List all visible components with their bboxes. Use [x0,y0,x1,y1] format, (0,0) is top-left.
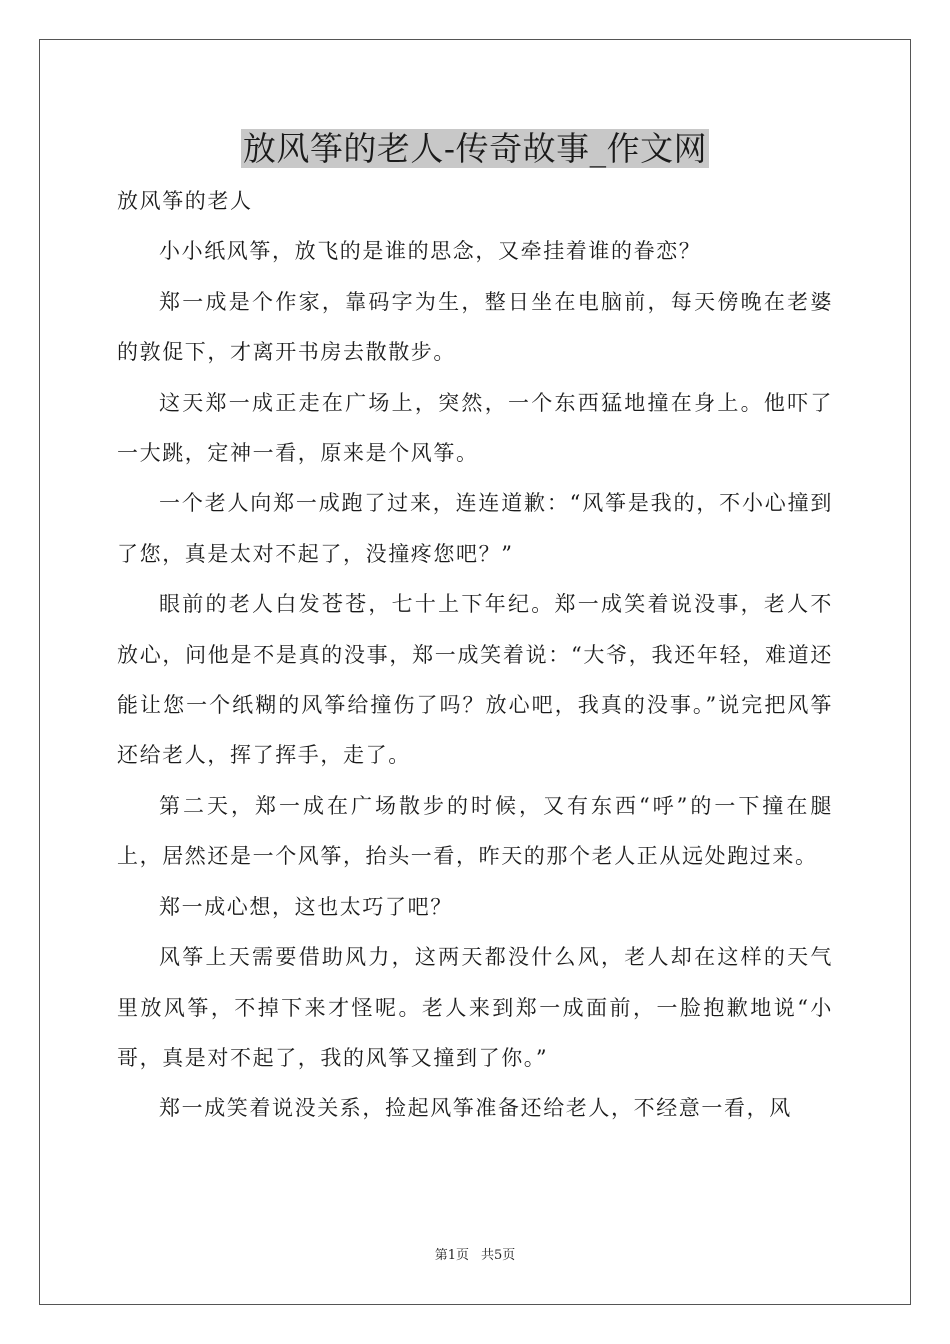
paragraph: 郑一成是个作家，靠码字为生，整日坐在电脑前，每天傍晚在老婆的敦促下，才离开书房去散散步。 [117,289,833,365]
paragraph: 一个老人向郑一成跑了过来，连连道歉：“风筝是我的，不小心撞到了您，真是太对不起了，没撞疼您吧？” [117,491,833,566]
paragraph: 小小纸风筝，放飞的是谁的思念，又牵挂着谁的眷恋？ [159,239,702,264]
document-title-text: 放风筝的老人-传奇故事_作文网 [242,129,708,168]
paragraph: 这天郑一成正走在广场上，突然，一个东西猛地撞在身上。他吓了一大跳，定神一看，原来是个风筝。 [117,390,833,466]
page-total: 共5页 [481,1248,516,1263]
document-title [0,126,950,172]
paragraph: 郑一成心想，这也太巧了吧？ [159,894,453,919]
paragraph: 第二天，郑一成在广场散步的时候，又有东西“呼”的一下撞在腿上，居然还是一个风筝，抬头一看，昨天的那个老人正从远处跑过来。 [117,793,833,869]
paragraph: 眼前的老人白发苍苍，七十上下年纪。郑一成笑着说没事，老人不放心，问他是不是真的没事，郑一成笑着说：“大爷，我还年轻，难道还能让您一个纸糊的风筝给撞伤了吗？放心吧，我真的没事。”说完把风筝还给老人，挥了挥手，走了。 [117,592,833,768]
page-footer [0,1247,950,1265]
paragraph: 风筝上天需要借助风力，这两天都没什么风，老人却在这样的天气里放风筝，不掉下来才怪呢。老人来到郑一成面前，一脸抱歉地说“小哥，真是对不起了，我的风筝又撞到了你。” [117,945,833,1070]
document-subtitle: 放风筝的老人 [117,189,253,213]
paragraph: 郑一成笑着说没关系，捡起风筝准备还给老人，不经意一看，风 [159,1096,792,1121]
document-body [117,176,833,1134]
page-number: 第1页 [434,1248,469,1263]
